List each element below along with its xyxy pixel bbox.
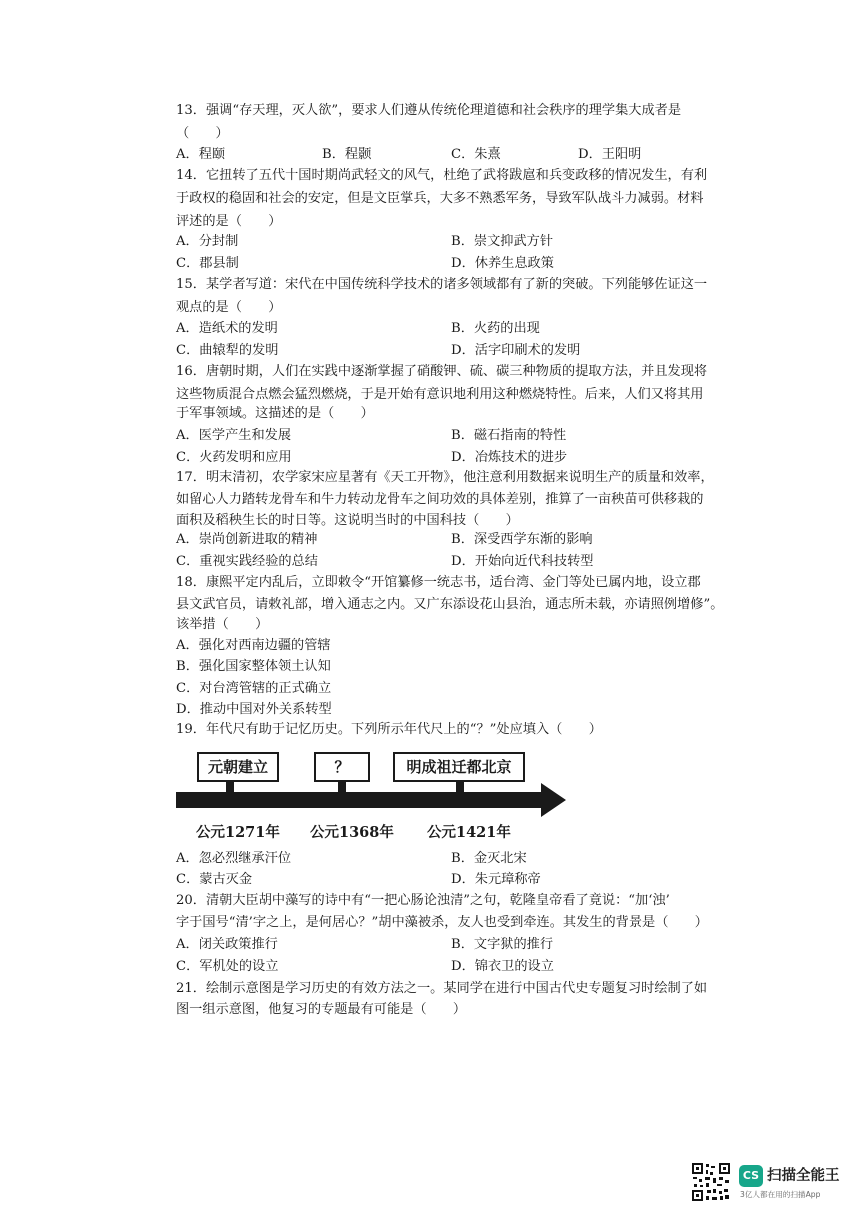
- q19-option-d: D．朱元璋称帝: [451, 872, 541, 887]
- q17-option-c: C．重视实践经验的总结: [176, 554, 318, 569]
- q14-option-b: B．崇文抑武方针: [451, 234, 554, 249]
- q17-line-1: 17．明末清初，农学家宋应星著有《天工开物》，他注意利用数据来说明生产的质量和效率，: [176, 470, 714, 485]
- q18-option-a: A．强化对西南边疆的管辖: [176, 638, 331, 653]
- q21-line-1: 21．绘制示意图是学习历史的有效方法之一。某同学在进行中国古代史专题复习时绘制了如: [176, 981, 708, 996]
- q15-option-b: B．火药的出现: [451, 321, 540, 336]
- q16-option-a: A．医学产生和发展: [176, 428, 292, 443]
- q20-option-b: B．文字狱的推行: [451, 937, 554, 952]
- q17-line-3: 面积及稻秧生长的时日等。这说明当时的中国科技（ ）: [176, 513, 519, 528]
- q16-line-2: 这些物质混合点燃会猛烈燃烧，于是开始有意识地利用这种燃烧特性。后来，人们又将其用: [176, 387, 704, 402]
- q13-stem: 13．强调“存天理，灭人欲”，要求人们遵从传统伦理道德和社会秩序的理学集大成者是: [176, 103, 682, 118]
- timeline-year-1271: 公元1271年: [196, 824, 280, 841]
- q17-option-a: A．崇尚创新进取的精神: [176, 532, 318, 547]
- q18-option-b: B．强化国家整体领土认知: [176, 659, 331, 674]
- q15-option-a: A．造纸术的发明: [176, 321, 278, 336]
- q14-option-a: A．分封制: [176, 234, 239, 249]
- q13-option-d: D．王阳明: [578, 147, 642, 162]
- q18-option-d: D．推动中国对外关系转型: [176, 702, 332, 717]
- timeline-box-yuan: 元朝建立: [197, 752, 279, 782]
- q14-line-2: 于政权的稳固和社会的安定，但是文臣掌兵，大多不熟悉军务，导致军队战斗力减弱。材料: [176, 191, 704, 206]
- q13-option-b: B．程颢: [322, 147, 372, 162]
- q20-option-c: C．军机处的设立: [176, 959, 279, 974]
- q19-option-a: A．忽必烈继承汗位: [176, 851, 292, 866]
- q18-line-1: 18．康熙平定内乱后，立即敕令“开馆纂修一统志书，适台湾、金门等处已属内地，设立郡: [176, 575, 701, 590]
- q19-option-b: B．金灭北宋: [451, 851, 527, 866]
- q14-line-3: 评述的是（ ）: [176, 214, 282, 229]
- q19-stem: 19．年代尺有助于记忆历史。下列所示年代尺上的“？”处应填入（ ）: [176, 722, 602, 737]
- q15-line-1: 15．某学者写道：宋代在中国传统科学技术的诸多领域都有了新的突破。下列能够佐证这一: [176, 277, 708, 292]
- timeline-box-question: ？: [314, 752, 370, 782]
- q13-option-a: A．程颐: [176, 147, 226, 162]
- q15-option-d: D．活字印刷术的发明: [451, 343, 581, 358]
- camscanner-tagline: 3亿人都在用的扫描App: [740, 1190, 821, 1199]
- q18-line-2: 县文武官员，请敕礼部，增入通志之内。又广东添设花山县治，通志所未载，亦请照例增修”。: [176, 597, 724, 612]
- q13-option-c: C．朱熹: [451, 147, 501, 162]
- q15-line-2: 观点的是（ ）: [176, 300, 282, 315]
- timeline-box-beijing: 明成祖迁都北京: [393, 752, 525, 782]
- q13-blank: （ ）: [176, 126, 229, 141]
- q17-line-2: 如留心人力踏转龙骨车和牛力转动龙骨车之间功效的具体差别，推算了一亩秧苗可供移栽的: [176, 492, 704, 507]
- camscanner-logo-icon: CS: [739, 1165, 763, 1187]
- q20-line-1: 20．清朝大臣胡中藻写的诗中有“一把心肠论浊清”之句，乾隆皇帝看了竟说：“加‘浊’: [176, 893, 670, 908]
- q18-line-3: 该举措（ ）: [176, 617, 269, 632]
- camscanner-brand: 扫描全能王: [767, 1168, 840, 1184]
- q20-option-d: D．锦衣卫的设立: [451, 959, 554, 974]
- q19-option-c: C．蒙古灭金: [176, 872, 253, 887]
- timeline-year-1368: 公元1368年: [310, 824, 394, 841]
- q17-option-b: B．深受西学东渐的影响: [451, 532, 593, 547]
- timeline-year-1421: 公元1421年: [427, 824, 511, 841]
- q14-option-c: C．郡县制: [176, 256, 239, 271]
- q21-line-2: 图一组示意图，他复习的专题最有可能是（ ）: [176, 1002, 467, 1017]
- q16-line-3: 于军事领域。这描述的是（ ）: [176, 406, 374, 421]
- camscanner-watermark: [739, 1163, 839, 1203]
- q20-line-2: 字于国号“清’字之上，是何居心？”胡中藻被杀，友人也受到牵连。其发生的背景是（ ）: [176, 915, 708, 930]
- q14-option-d: D．休养生息政策: [451, 256, 554, 271]
- q15-option-c: C．曲辕犁的发明: [176, 343, 279, 358]
- q14-line-1: 14．它扭转了五代十国时期尚武轻文的风气，杜绝了武将跋扈和兵变政移的情况发生，有利: [176, 168, 708, 183]
- q20-option-a: A．闭关政策推行: [176, 937, 278, 952]
- q18-option-c: C．对台湾管辖的正式确立: [176, 681, 332, 696]
- q16-option-b: B．磁石指南的特性: [451, 428, 567, 443]
- q16-line-1: 16．唐朝时期，人们在实践中逐渐掌握了硝酸钾、硫、碳三种物质的提取方法，并且发现将: [176, 364, 708, 379]
- q17-option-d: D．开始向近代科技转型: [451, 554, 594, 569]
- q16-option-d: D．冶炼技术的进步: [451, 450, 568, 465]
- q16-option-c: C．火药发明和应用: [176, 450, 292, 465]
- qr-code-icon: [691, 1162, 731, 1202]
